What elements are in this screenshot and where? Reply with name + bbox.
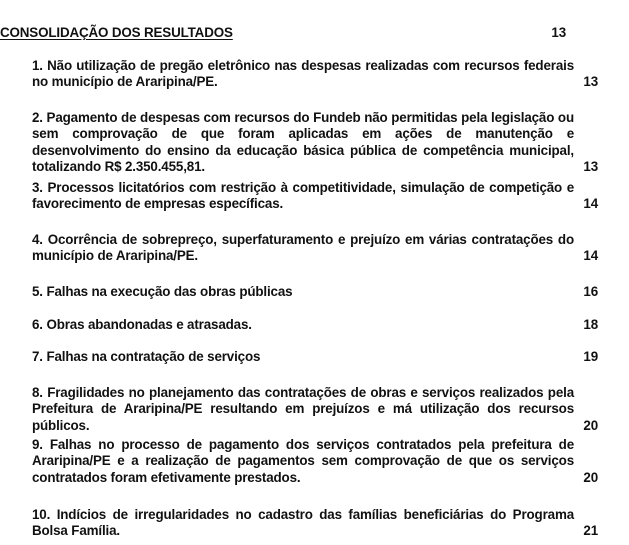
toc-entry-text: 7. Falhas na contratação de serviços	[32, 349, 261, 364]
toc-entry-2	[32, 110, 598, 176]
toc-entry-text: 2. Pagamento de despesas com recursos do Fundeb não permitidas pela legislação ou sem comprovação de que foram aplicadas em ações de manutenção e desenvolvimento do ensino da educação básica pública de competência municipal, totalizando R$ 2.350.455,81.	[32, 110, 574, 175]
toc-entry-page: 20	[583, 469, 598, 485]
toc-entry-8	[32, 385, 598, 434]
toc-entry-5	[32, 284, 598, 300]
toc-entry-page: 14	[583, 196, 598, 212]
toc-entry-page: 13	[583, 74, 598, 90]
toc-entry-6	[32, 317, 598, 333]
toc-entry-page: 20	[583, 417, 598, 433]
toc-entry-text: 4. Ocorrência de sobrepreço, superfaturamento e prejuízo em várias contratações do município de Araripina/PE.	[32, 232, 574, 264]
toc-entry-text: 9. Falhas no processo de pagamento dos serviços contratados pela prefeitura de Araripina/PE e a realização de pagamentos sem comprovação de que os serviços contratados foram efetivamente prestados.	[32, 437, 574, 485]
toc-entry-text: 10. Indícios de irregularidades no cadastro das famílias beneficiárias do Programa Bolsa Família.	[32, 507, 574, 539]
toc-entry-text: 6. Obras abandonadas e atrasadas.	[32, 317, 252, 332]
toc-entry-page: 18	[583, 317, 598, 332]
toc-entry-1	[32, 58, 598, 91]
toc-heading	[0, 25, 566, 41]
toc-entry-text: 3. Processos licitatórios com restrição à competitividade, simulação de competição e favorecimento de empresas específicas.	[32, 180, 574, 212]
toc-heading-title: CONSOLIDAÇÃO DOS RESULTADOS	[0, 25, 233, 40]
toc-entry-page: 16	[583, 284, 598, 299]
toc-entry-text: 1. Não utilização de pregão eletrônico nas despesas realizadas com recursos federais no município de Araripina/PE.	[32, 58, 574, 90]
toc-entry-4	[32, 232, 598, 265]
toc-entry-10	[32, 507, 598, 540]
toc-heading-page: 13	[551, 25, 566, 40]
toc-entry-3	[32, 180, 598, 213]
toc-entry-page: 21	[583, 523, 598, 539]
toc-entry-text: 8. Fragilidades no planejamento das contratações de obras e serviços realizados pela Prefeitura de Araripina/PE resultando em prejuízos e má utilização dos recursos públicos.	[32, 385, 574, 433]
toc-entry-page: 19	[583, 349, 598, 364]
toc-entry-9	[32, 437, 598, 486]
toc-entry-text: 5. Falhas na execução das obras públicas	[32, 284, 293, 299]
toc-entry-page: 14	[583, 248, 598, 264]
toc-entry-7	[32, 349, 598, 365]
toc-entry-page: 13	[583, 159, 598, 175]
